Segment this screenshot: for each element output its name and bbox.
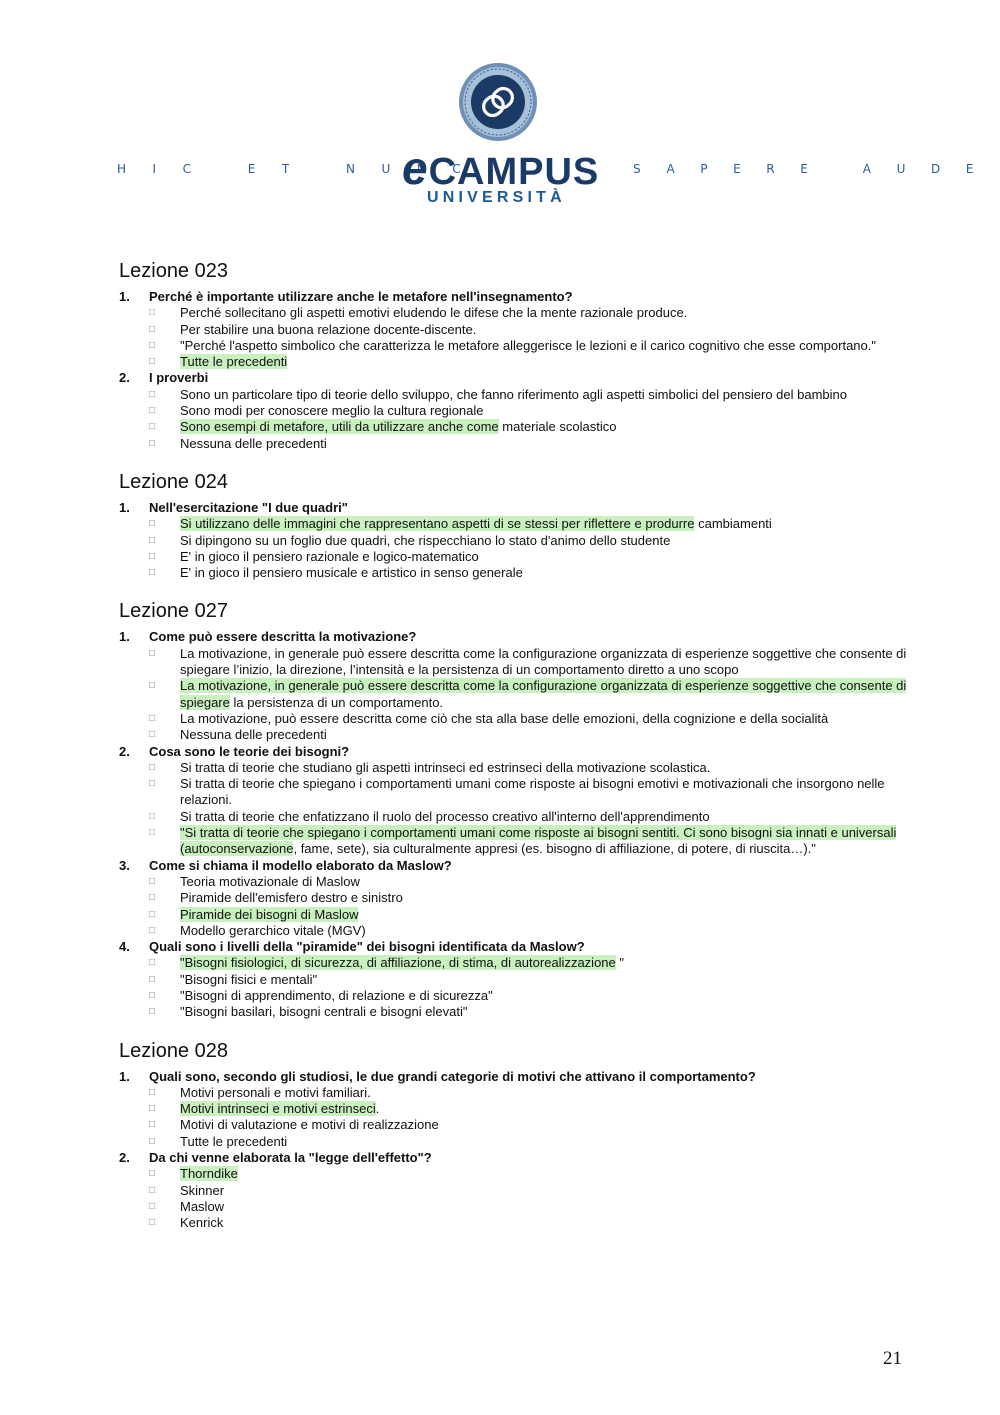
- answer-rest: "Perché l'aspetto simbolico che caratterizza le metafore alleggerisce le lezioni e il carico cognitivo che esse comportano.": [180, 337, 876, 353]
- answer-text: [180, 972, 919, 988]
- question-row: [119, 1069, 919, 1085]
- lesson-title: Lezione 023: [119, 260, 228, 282]
- brand-e: e: [402, 142, 429, 194]
- checkbox-icon: [149, 1183, 180, 1199]
- answer-text: [180, 1199, 919, 1215]
- answer-text: [180, 988, 919, 1004]
- answer-option: [119, 988, 919, 1004]
- checkbox-icon: [149, 907, 180, 923]
- answer-text: [180, 809, 919, 825]
- answer-text: [180, 1166, 919, 1182]
- answer-option: [119, 387, 919, 403]
- answer-option: [119, 549, 919, 565]
- answer-option: [119, 760, 919, 776]
- question-text: Nell'esercitazione "I due quadri": [149, 499, 348, 515]
- checkbox-icon: [149, 516, 180, 532]
- answer-text: [180, 1134, 919, 1150]
- highlighted-answer: "Bisogni fisiologici, di sicurezza, di affiliazione, di stima, di autorealizzazione: [180, 955, 616, 971]
- question: [119, 629, 919, 743]
- checkbox-icon: [149, 533, 180, 549]
- answer-rest: E' in gioco il pensiero razionale e logico-matematico: [180, 548, 479, 564]
- answer-option: [119, 322, 919, 338]
- answer-text: [180, 1085, 919, 1101]
- motto-left: HIC ET NUNC: [117, 162, 488, 176]
- lesson-title: Lezione 024: [119, 470, 228, 493]
- answer-option: [119, 1183, 919, 1199]
- question-row: [119, 858, 919, 874]
- question-number: 3.: [119, 857, 130, 873]
- checkbox-icon: [149, 1117, 180, 1133]
- answer-text: [180, 338, 919, 354]
- answer-text: [180, 890, 919, 906]
- highlighted-answer: Tutte le precedenti: [180, 354, 288, 370]
- lesson-title: Lezione 027: [119, 600, 228, 623]
- ecampus-seal-logo: [458, 62, 538, 142]
- question-text: Perché è importante utilizzare anche le metafore nell'insegnamento?: [149, 289, 573, 304]
- answer-rest: "Bisogni di apprendimento, di relazione e di sicurezza": [180, 987, 493, 1003]
- highlighted-answer: "Si tratta di teorie che spiegano i comportamenti umani come risposte ai bisogni sentiti. Ci sono bisogni sia innati e universali (autoconservazione: [180, 825, 897, 857]
- page-header: [0, 0, 1000, 230]
- answer-text: [180, 1117, 919, 1133]
- answer-rest: Si tratta di teorie che studiano gli aspetti intrinseci ed estrinseci della motivazione scolastica.: [180, 759, 711, 775]
- answer-option: [119, 1004, 919, 1020]
- answer-rest: Nessuna delle precedenti: [180, 727, 327, 743]
- checkbox-icon: [149, 825, 180, 858]
- answer-rest: Si tratta di teorie che enfatizzano il ruolo del processo creativo all'interno dell'apprendimento: [180, 808, 710, 824]
- answer-text: [180, 322, 919, 338]
- answer-text: [180, 776, 919, 809]
- question: [119, 858, 919, 939]
- answer-option: [119, 809, 919, 825]
- answer-option: [119, 1101, 919, 1117]
- question: [119, 289, 919, 370]
- question-text: Come si chiama il modello elaborato da Maslow?: [149, 857, 452, 873]
- answer-option: [119, 907, 919, 923]
- checkbox-icon: [149, 972, 180, 988]
- answer-text: [180, 825, 919, 858]
- answer-rest: Motivi di valutazione e motivi di realizzazione: [180, 1117, 439, 1133]
- brand-campus: CAMPUS: [428, 151, 600, 193]
- checkbox-icon: [149, 1101, 180, 1117]
- answer-rest: Sono modi per conoscere meglio la cultura regionale: [180, 403, 484, 419]
- question-text: I proverbi: [149, 370, 209, 386]
- answer-option: [119, 354, 919, 370]
- highlighted-answer: Thorndike: [180, 1166, 238, 1182]
- answer-text: [180, 1101, 919, 1117]
- checkbox-icon: [149, 711, 180, 727]
- answer-rest: Perché sollecitano gli aspetti emotivi eludendo le difese che la mente razionale produce.: [180, 305, 688, 321]
- checkbox-icon: [149, 549, 180, 565]
- answer-option: [119, 711, 919, 727]
- answer-rest: Si dipingono su un foglio due quadri, che rispecchiano lo stato d'animo dello studente: [180, 532, 671, 548]
- checkbox-icon: [149, 1134, 180, 1150]
- checkbox-icon: [149, 890, 180, 906]
- question: [119, 939, 919, 1020]
- checkbox-icon: [149, 387, 180, 403]
- answer-text: [180, 419, 919, 435]
- answer-text: [180, 1183, 919, 1199]
- question-text: Quali sono, secondo gli studiosi, le due grandi categorie di motivi che attivano il comportamento?: [149, 1068, 756, 1084]
- answer-option: [119, 1085, 919, 1101]
- answer-rest: Piramide dell'emisfero destro e sinistro: [180, 890, 403, 906]
- question: [119, 370, 919, 451]
- checkbox-icon: [149, 305, 180, 321]
- answer-option: [119, 533, 919, 549]
- answer-text: [180, 305, 919, 321]
- checkbox-icon: [149, 354, 180, 370]
- answer-rest: Motivi personali e motivi familiari.: [180, 1084, 371, 1100]
- question-number: 1.: [119, 289, 130, 304]
- question-row: [119, 370, 919, 386]
- question-row: [119, 1150, 919, 1166]
- checkbox-icon: [149, 1085, 180, 1101]
- answer-text: [180, 1004, 919, 1020]
- checkbox-icon: [149, 874, 180, 890]
- question-number: 1.: [119, 629, 130, 645]
- answer-rest: La motivazione, può essere descritta come ciò che sta alla base delle emozioni, della cognizione e della socialità: [180, 710, 829, 726]
- answer-rest: Modello gerarchico vitale (MGV): [180, 922, 366, 938]
- checkbox-icon: [149, 955, 180, 971]
- answer-rest: la persistenza di un comportamento.: [229, 694, 444, 710]
- answer-option: [119, 516, 919, 532]
- lesson-section: [119, 469, 919, 581]
- lesson-title: Lezione 028: [119, 1039, 228, 1062]
- answer-option: [119, 305, 919, 321]
- answer-option: [119, 419, 919, 435]
- brand-wordmark: [402, 142, 600, 194]
- highlighted-answer: La motivazione, in generale può essere descritta come la configurazione organizzata di esperienze soggettive che consente di spiegare: [180, 678, 907, 710]
- answer-rest: Teoria motivazionale di Maslow: [180, 873, 360, 889]
- checkbox-icon: [149, 565, 180, 581]
- checkbox-icon: [149, 1004, 180, 1020]
- answer-rest: La motivazione, in generale può essere descritta come la configurazione organizzata di esperienze soggettive che consente di spiegare l’inizio, la direzione, l’intensità e la persistenza di un comportamento diretto a uno scopo: [180, 645, 907, 678]
- answer-text: [180, 387, 919, 403]
- answer-option: [119, 972, 919, 988]
- answer-rest: .: [375, 1101, 380, 1117]
- answer-text: [180, 646, 919, 679]
- question: [119, 744, 919, 858]
- question-row: [119, 629, 919, 645]
- answer-option: [119, 776, 919, 809]
- answer-rest: Per stabilire una buona relazione docente-discente.: [180, 321, 477, 337]
- answer-option: [119, 1199, 919, 1215]
- answer-rest: Si tratta di teorie che spiegano i comportamenti umani come risposte ai bisogni emotivi e motivazionali che insorgono nelle relazioni.: [180, 776, 885, 808]
- highlighted-answer: Si utilizzano delle immagini che rappresentano aspetti di se stessi per riflettere e produrre: [180, 516, 695, 532]
- question: [119, 500, 919, 581]
- answer-text: [180, 711, 919, 727]
- answer-option: [119, 874, 919, 890]
- checkbox-icon: [149, 678, 180, 711]
- lesson-section: [119, 598, 919, 1020]
- answer-rest: Sono un particolare tipo di teorie dello sviluppo, che fanno riferimento agli aspetti simbolici del pensiero del bambino: [180, 386, 847, 402]
- question-number: 1.: [119, 499, 130, 515]
- answer-option: [119, 678, 919, 711]
- question-number: 2.: [119, 743, 130, 759]
- answer-option: [119, 1117, 919, 1133]
- lesson-section: [119, 1038, 919, 1232]
- checkbox-icon: [149, 403, 180, 419]
- question-number: 4.: [119, 939, 130, 955]
- checkbox-icon: [149, 923, 180, 939]
- answer-option: [119, 436, 919, 452]
- question: [119, 1069, 919, 1150]
- answer-text: [180, 1215, 919, 1231]
- question-text: Come può essere descritta la motivazione?: [149, 629, 417, 645]
- question-text: Da chi venne elaborata la "legge dell'effetto"?: [149, 1150, 432, 1166]
- question-number: 2.: [119, 370, 130, 386]
- checkbox-icon: [149, 1215, 180, 1231]
- answer-text: [180, 923, 919, 939]
- lesson-section: [119, 258, 919, 452]
- answer-rest: cambiamenti: [694, 516, 772, 532]
- answer-text: [180, 907, 919, 923]
- checkbox-icon: [149, 419, 180, 435]
- answer-option: [119, 565, 919, 581]
- checkbox-icon: [149, 727, 180, 743]
- motto-right: SAPERE AUDE: [633, 162, 1000, 176]
- answer-option: [119, 1134, 919, 1150]
- answer-text: [180, 533, 919, 549]
- page-number: 21: [883, 1348, 902, 1369]
- question-row: [119, 289, 919, 305]
- question-text: Quali sono i livelli della "piramide" dei bisogni identificata da Maslow?: [149, 939, 585, 955]
- answer-text: [180, 549, 919, 565]
- checkbox-icon: [149, 322, 180, 338]
- answer-rest: ": [615, 955, 624, 971]
- answer-option: [119, 403, 919, 419]
- answer-rest: E' in gioco il pensiero musicale e artistico in senso generale: [180, 565, 523, 581]
- answer-text: [180, 565, 919, 581]
- answer-rest: Maslow: [180, 1198, 225, 1214]
- answer-option: [119, 923, 919, 939]
- checkbox-icon: [149, 809, 180, 825]
- answer-option: [119, 890, 919, 906]
- answer-option: [119, 1215, 919, 1231]
- answer-rest: , fame, sete), sia culturalmente appresi (es. bisogno di affiliazione, di potere, di riuscita…).": [293, 841, 816, 857]
- checkbox-icon: [149, 1199, 180, 1215]
- checkbox-icon: [149, 338, 180, 354]
- question-row: [119, 939, 919, 955]
- answer-rest: Kenrick: [180, 1215, 224, 1231]
- answer-rest: "Bisogni fisici e mentali": [180, 971, 318, 987]
- answer-text: [180, 955, 919, 971]
- answer-text: [180, 874, 919, 890]
- answer-rest: materiale scolastico: [498, 419, 617, 435]
- answer-text: [180, 727, 919, 743]
- checkbox-icon: [149, 436, 180, 452]
- question-number: 2.: [119, 1150, 130, 1166]
- answer-text: [180, 436, 919, 452]
- checkbox-icon: [149, 988, 180, 1004]
- checkbox-icon: [149, 776, 180, 809]
- quiz-content: [119, 258, 919, 1249]
- highlighted-answer: Sono esempi di metafore, utili da utilizzare anche come: [180, 419, 499, 435]
- answer-text: [180, 516, 919, 532]
- highlighted-answer: Motivi intrinseci e motivi estrinseci: [180, 1101, 376, 1117]
- question-row: [119, 744, 919, 760]
- answer-text: [180, 678, 919, 711]
- answer-option: [119, 338, 919, 354]
- checkbox-icon: [149, 760, 180, 776]
- answer-rest: Skinner: [180, 1182, 225, 1198]
- question-number: 1.: [119, 1068, 130, 1084]
- answer-option: [119, 955, 919, 971]
- question-row: [119, 500, 919, 516]
- answer-option: [119, 1166, 919, 1182]
- answer-rest: "Bisogni basilari, bisogni centrali e bisogni elevati": [180, 1004, 468, 1020]
- answer-rest: Tutte le precedenti: [180, 1133, 288, 1149]
- answer-text: [180, 760, 919, 776]
- brand-subtitle: UNIVERSITÀ: [427, 189, 566, 206]
- highlighted-answer: Piramide dei bisogni di Maslow: [180, 906, 359, 922]
- answer-option: [119, 727, 919, 743]
- checkbox-icon: [149, 1166, 180, 1182]
- answer-text: [180, 403, 919, 419]
- answer-option: [119, 825, 919, 858]
- answer-option: [119, 646, 919, 679]
- answer-rest: Nessuna delle precedenti: [180, 435, 327, 451]
- checkbox-icon: [149, 646, 180, 679]
- question: [119, 1150, 919, 1231]
- answer-text: [180, 354, 919, 370]
- question-text: Cosa sono le teorie dei bisogni?: [149, 743, 350, 759]
